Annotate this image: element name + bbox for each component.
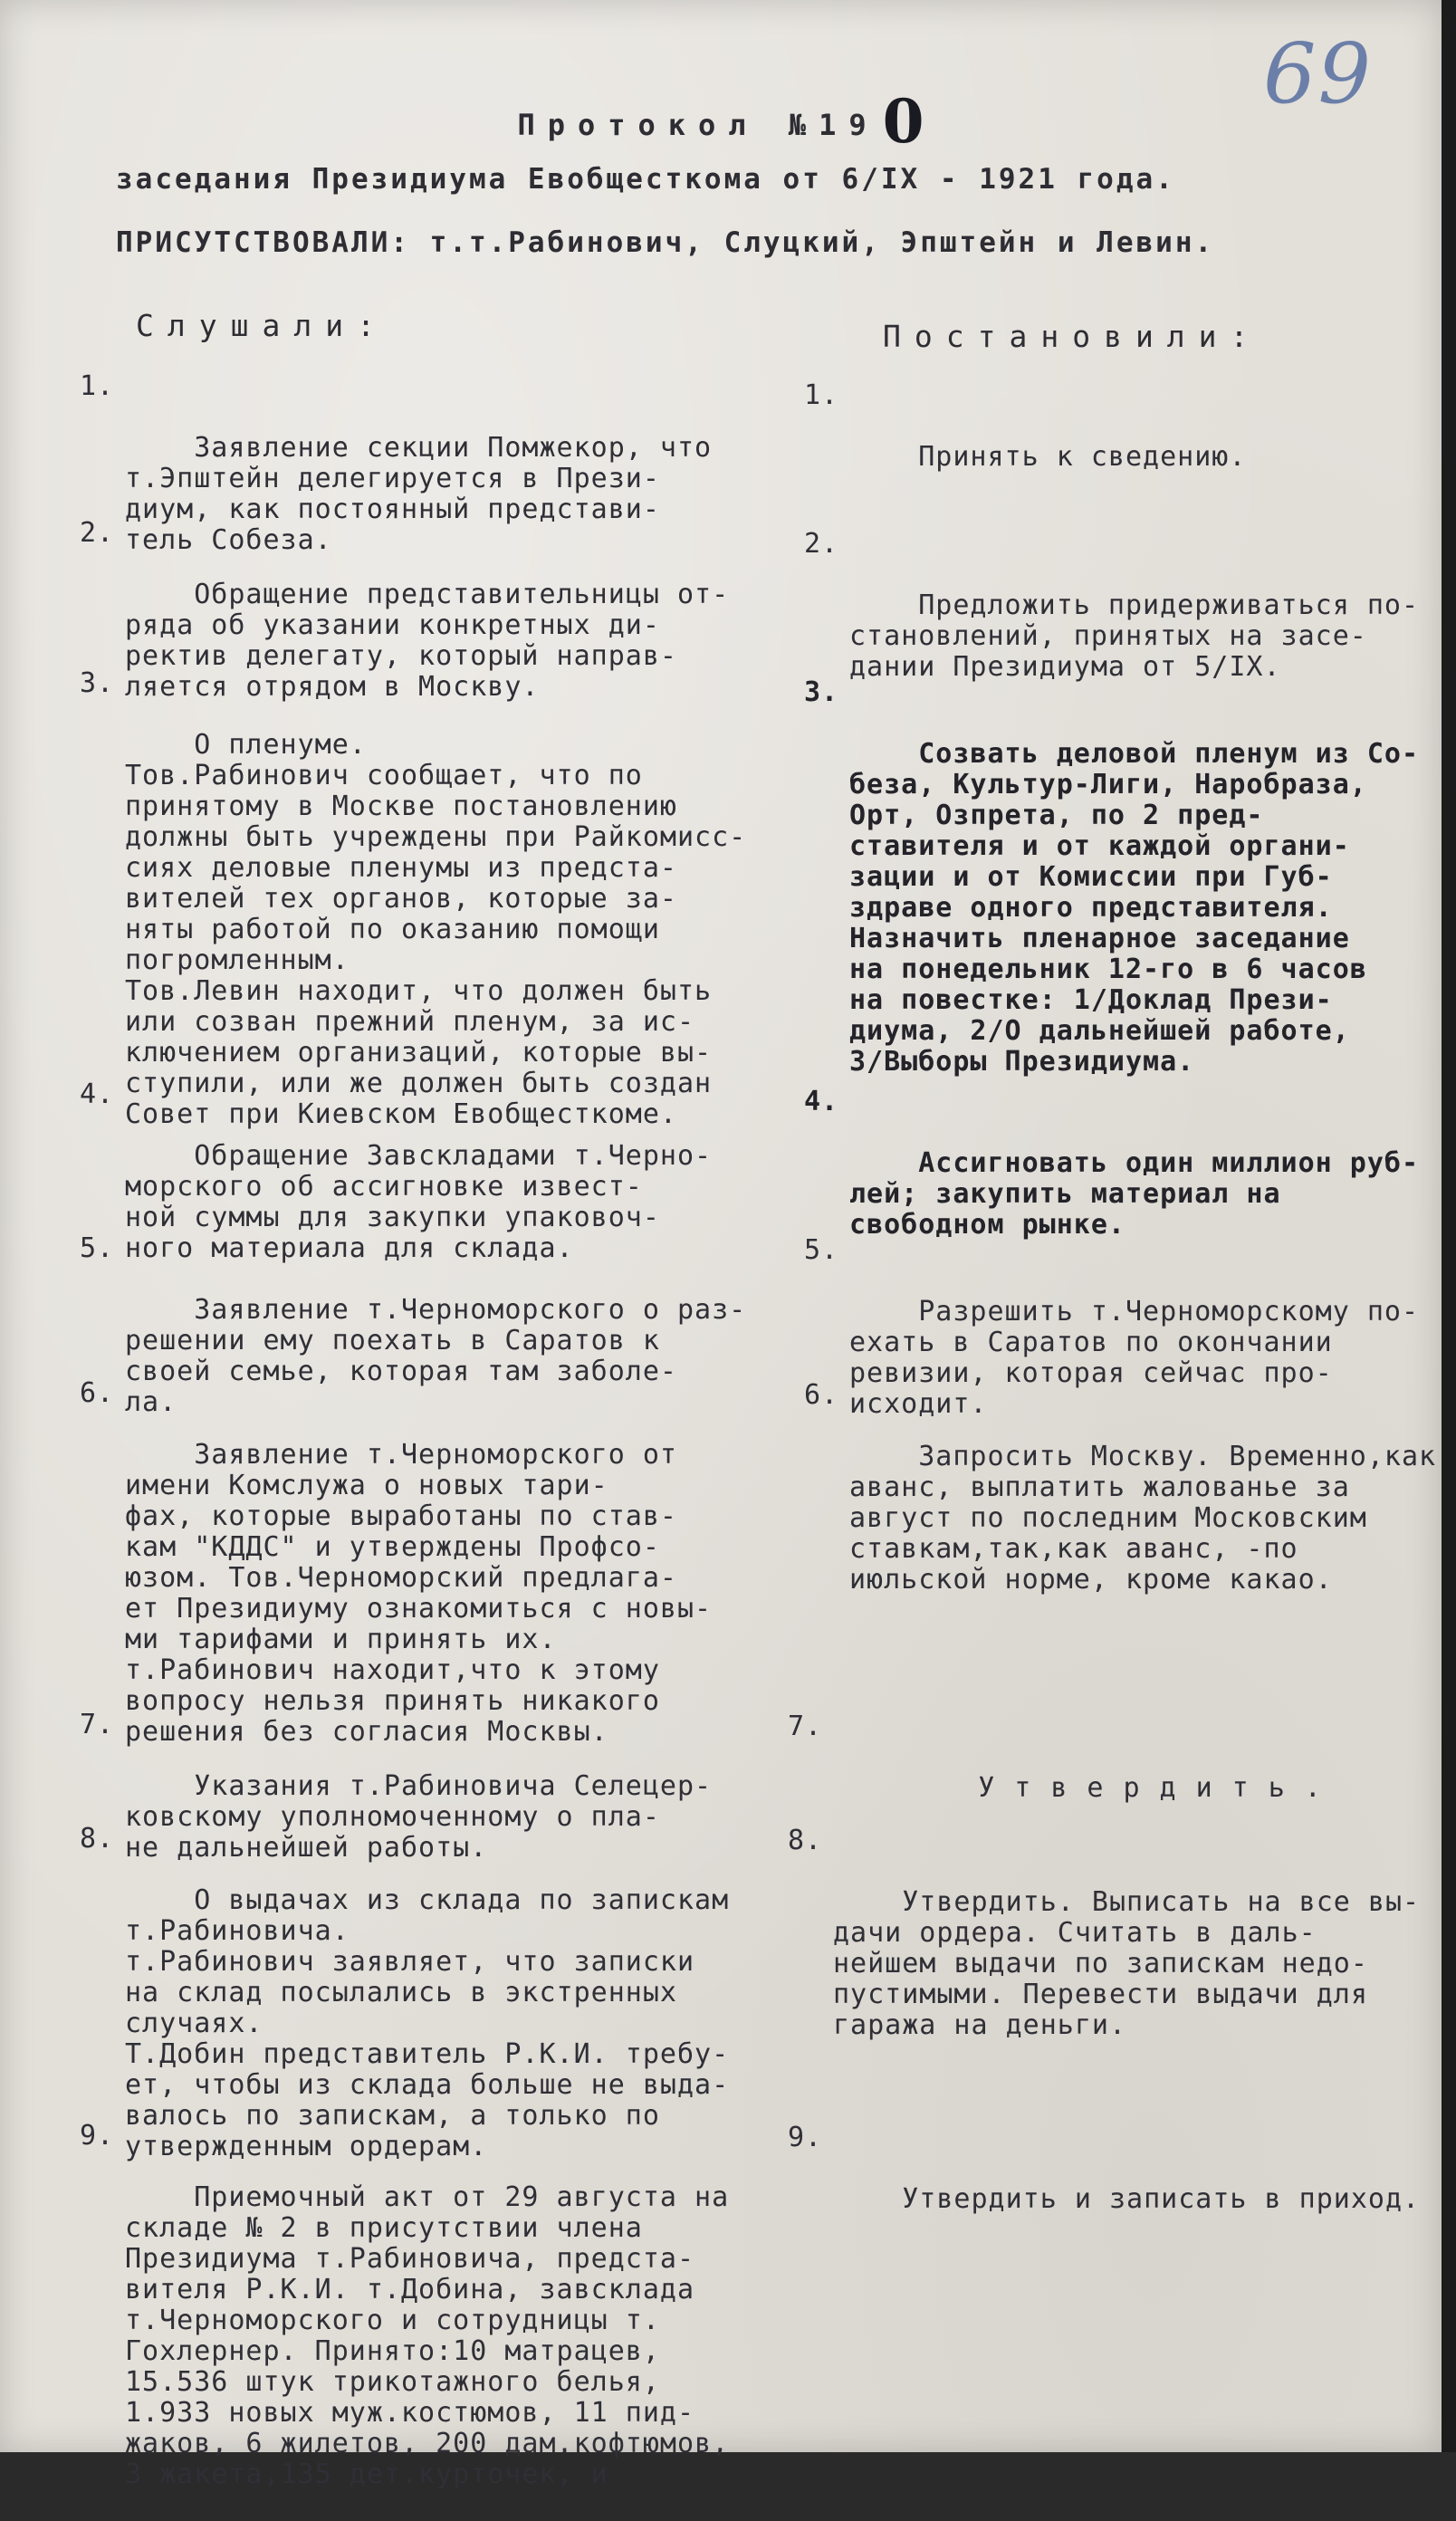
resolved-item [804,379,1247,503]
heard-item-number: 7. [80,1709,115,1740]
heard-item-number: 6. [80,1377,115,1409]
heard-item-number: 2. [80,517,115,549]
attendance-line: ПРИСУТСТВОВАЛИ: т.т.Рабинович, Слуцкий, Эпштейн и Левин. [116,226,1215,259]
heard-item-number: 4. [80,1078,115,1110]
resolved-item-text: Утвердить. Выписать на все вы- дачи ордера. Считать в даль- нейшем выдачи по запискам недо- пустимыми. Перевести выдачи для гаража на деньги. [833,1886,1421,2041]
resolved-item-number: 3. [804,676,839,708]
heard-item [80,2120,730,2521]
meeting-subtitle: заседания Президиума Евобщесткома от 6/IX - 1921 года. [116,163,1175,196]
resolved-item-number: 4. [804,1086,839,1117]
heard-item-text: О пленуме. Тов.Рабинович сообщает, что по принятому в Москве постановлению должны быть учреждены при Райкомисс- сиях деловые пленумы из предста- вителей тех органов, которые за- няты работой по оказанию помощи погромленным. Тов.Левин находит, что должен быть или созван прежний пленум, за ис- ключением организаций, которые вы- ступили, или же должен быть создан Совет при Киевском Евобщесткоме. [125,729,747,1130]
heard-item-number: 5. [80,1232,115,1264]
resolved-item [804,1379,1437,1626]
heard-item-text: Обращение представительницы от- ряда об указании конкретных ди- ректив делегату, который направ- ляется отрядом в Москву. [125,579,730,703]
resolved-item-text: Предложить придерживаться по- становлений, принятых на засе- дании Президиума от 5/IX. [849,590,1420,683]
resolved-item [788,1711,1341,1835]
heard-item-number: 9. [80,2120,115,2152]
resolved-item [788,2122,1421,2246]
resolved-item-text: Утвердить и записать в приход. [902,2183,1421,2215]
resolved-item [804,676,1420,1108]
resolved-item-text: Созвать деловой пленум из Со- беза, Культур-Лиги, Наробраза, Орт, Озпрета, по 2 пред- ставителя и от каждой органи- зации и от Комиссии при Губ- здраве одного представителя. Назначить пленарное заседание на понедельник 12-го в 6 часов на повестке: 1/Доклад Прези- диума, 2/О дальнейшей работе, 3/Выборы Президиума. [849,738,1420,1078]
resolved-item-text: Утвердить. [978,1772,1341,1804]
heard-item-text: Приемочный акт от 29 августа на складе № 2 в присутствии члена Президиума т.Рабиновича, предста- вителя Р.К.И. т.Добина, завсклада т.Черноморского и сотрудницы т. Гохлернер. Принято:10 матрацев, 15.536 штук трикотажного белья, 1.933 новых муж.костюмов, 11 пид- жаков, 6 жилетов, 200 дам.кофтюмов, 3 жакета,135 дет.курточек, и [125,2181,730,2490]
heard-heading: Слушали: [136,308,388,343]
resolved-item-text: Ассигновать один миллион руб- лей; закупить материал на свободном рынке. [849,1147,1420,1241]
heard-item-number: 1. [80,370,115,402]
heard-item-text: О выдачах из склада по запискам т.Рабиновича. т.Рабинович заявляет, что записки на склад посылались в экстренных случаях. Т.Добин представитель Р.К.И. требу- ет, чтобы из склада больше не выда- валось по запискам, а только по утвержденным ордерам. [125,1884,730,2162]
heard-item-number: 8. [80,1823,115,1855]
heard-item-text: Указания т.Рабиновича Селецер- ковскому уполномоченному о пла- не дальнейшей работы. [125,1770,713,1864]
heard-item-text: Заявление т.Черноморского от имени Комслужа о новых тари- фах, которые выработаны по став- кам "КДДС" и утверждены Профсо- юзом. Тов.Черноморский предлага- ет Президиуму ознакомиться с новы- ми тарифами и принять их. т.Рабинович находит,что к этому вопросу нельзя принять никакого решения без согласия Москвы. [125,1439,713,1748]
resolved-item-number: 8. [788,1825,823,1856]
resolved-item-number: 2. [804,528,839,560]
resolved-heading: Постановили: [883,319,1262,354]
folio-number: 69 [1263,25,1374,122]
scan-edge [1442,0,1456,2452]
protocol-title-typed: Протокол №19 [517,108,879,142]
resolved-item-number: 5. [804,1234,839,1266]
resolved-item-number: 6. [804,1379,839,1411]
resolved-item-number: 7. [788,1711,823,1742]
heard-item-text: Обращение Завскладами т.Черно- морского об ассигновке извест- ной суммы для закупки упаковоч- ного материала для склада. [125,1140,713,1264]
resolved-item [788,1825,1421,2072]
resolved-item-number: 1. [804,379,839,411]
resolved-item-text: Принять к сведению. [918,441,1247,473]
heard-item-number: 3. [80,667,115,699]
heard-item-text: Заявление секции Помжекор, что т.Эпштейн делегируется в Прези- диум, как постоянный представи- тель Собеза. [125,432,713,556]
protocol-title [0,86,1442,157]
heard-item-text: Заявление т.Черноморского о раз- решении ему поехать в Саратов к своей семье, которая там заболе- ла. [125,1294,747,1418]
resolved-item-text: Запросить Москву. Временно,как аванс, выплатить жалованье за август по последним Московским ставкам,так,как аванс, -по июльской норме, кроме какао. [849,1441,1437,1596]
resolved-item-text: Разрешить т.Черноморскому по- ехать в Саратов по окончании ревизии, которая сейчас про- исходит. [849,1296,1420,1420]
protocol-number-handwritten: 0 [882,86,924,157]
resolved-item-number: 9. [788,2122,823,2153]
